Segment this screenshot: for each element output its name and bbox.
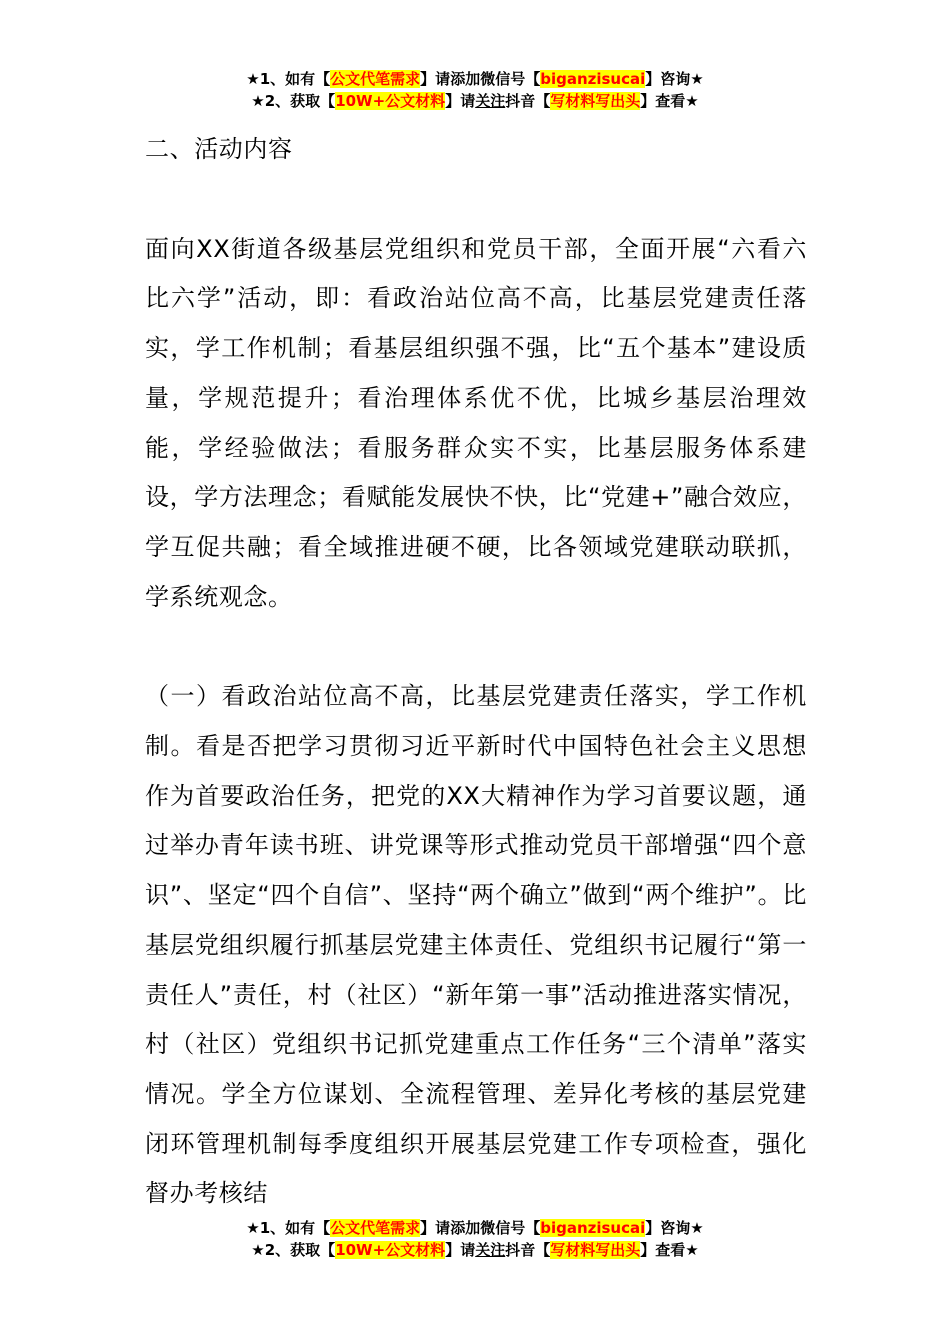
promo-text: 抖音【 — [505, 1241, 551, 1259]
highlight-text: 公文代笔需求 — [330, 1219, 421, 1237]
promo-text: 1、如有【 — [259, 70, 331, 88]
promo-banner-bottom — [0, 1217, 950, 1261]
star-icon: ★ — [251, 92, 265, 110]
promo-line-1 — [0, 1217, 950, 1239]
promo-text: 】咨询★ — [645, 1219, 704, 1237]
star-icon: ★ — [251, 1241, 265, 1259]
wechat-id: biganzisucai — [540, 1219, 646, 1237]
promo-text: 】咨询★ — [645, 70, 704, 88]
promo-text: 抖音【 — [505, 92, 551, 110]
promo-text: 2、获取【 — [264, 92, 336, 110]
promo-line-1 — [0, 68, 950, 90]
douyin-account: 写材料写出头 — [550, 92, 641, 110]
wechat-id: biganzisucai — [540, 70, 646, 88]
body-paragraph: （一）看政治站位高不高，比基层党建责任落实，学工作机制。看是否把学习贯彻习近平新时代中国特色社会主义思想作为首要政治任务，把党的XX大精神作为学习首要议题，通过举办青年读书班、讲党课等形式推动党员干部增强“四个意识”、坚定“四个自信”、坚持“两个确立”做到“两个维护”。比基层党组织履行抓基层党建主体责任、党组织书记履行“第一责任人”责任，村（社区）“新年第一事”活动推进落实情况，村（社区）党组织书记抓党建重点工作任务“三个清单”落实情况。学全方位谋划、全流程管理、差异化考核的基层党建闭环管理机制每季度组织开展基层党建工作专项检查，强化督办考核结 — [145, 682, 807, 1208]
promo-text: 】查看★ — [640, 1241, 699, 1259]
promo-text: 微信号【 — [480, 1219, 541, 1237]
promo-text: 微信号【 — [480, 70, 541, 88]
promo-text: 】请 — [445, 92, 476, 110]
promo-text: 1、如有【 — [259, 1219, 331, 1237]
douyin-account: 写材料写出头 — [550, 1241, 641, 1259]
promo-line-2 — [0, 90, 950, 112]
star-icon: ★ — [246, 70, 260, 88]
promo-line-2 — [0, 1239, 950, 1261]
emphasis-text: 添加 — [450, 1219, 481, 1237]
highlight-text: 公文代笔需求 — [330, 70, 421, 88]
emphasis-text: 关注 — [475, 1241, 506, 1259]
highlight-text: 10W+公文材料 — [335, 1241, 446, 1259]
promo-text: 】查看★ — [640, 92, 699, 110]
promo-text: 】请 — [445, 1241, 476, 1259]
body-paragraph: 面向XX街道各级基层党组织和党员干部，全面开展“六看六比六学”活动，即：看政治站位高不高，比基层党建责任落实，学工作机制；看基层组织强不强，比“五个基本”建设质量，学规范提升；看治理体系优不优，比城乡基层治理效能，学经验做法；看服务群众实不实，比基层服务体系建设，学方法理念；看赋能发展快不快，比“党建+”融合效应，学互促共融；看全域推进硬不硬，比各领域党建联动联抓，学系统观念。 — [145, 234, 807, 611]
document-body — [145, 125, 807, 1219]
emphasis-text: 添加 — [450, 70, 481, 88]
promo-text: 】请 — [420, 1219, 451, 1237]
highlight-text: 10W+公文材料 — [335, 92, 446, 110]
emphasis-text: 关注 — [475, 92, 506, 110]
promo-text: 】请 — [420, 70, 451, 88]
section-heading: 二、活动内容 — [145, 135, 293, 163]
promo-text: 2、获取【 — [264, 1241, 336, 1259]
star-icon: ★ — [246, 1219, 260, 1237]
promo-banner-top — [0, 68, 950, 112]
